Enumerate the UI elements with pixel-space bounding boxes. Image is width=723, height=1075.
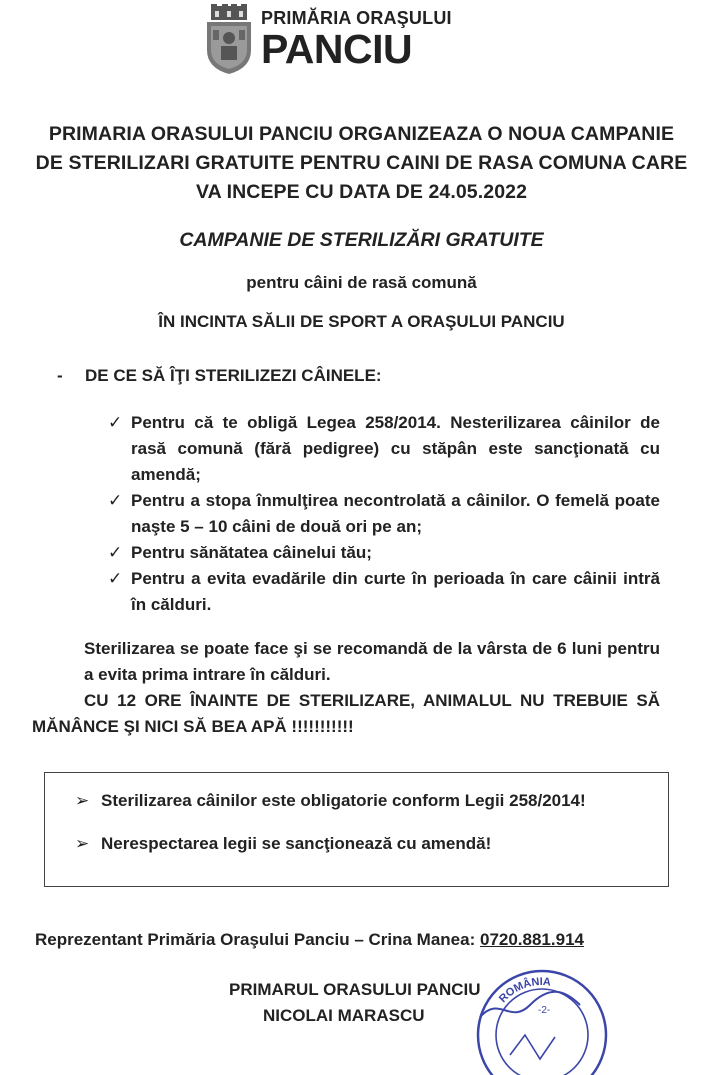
fasting-warning: CU 12 ORE ÎNAINTE DE STERILIZARE, ANIMALUL NU TREBUIE SĂ MĂNÂNCE ŞI NICI SĂ BEA APĂ !!!!!!!!!!! [32, 691, 660, 736]
phone-number: 0720.881.914 [479, 930, 584, 949]
reason-text: Pentru a evita evadările din curte în perioada în care câinii intră în călduri. [131, 569, 660, 614]
legal-notice-item [75, 791, 586, 811]
intro-line: PRIMARIA ORASULUI PANCIU ORGANIZEAZA O NOUA CAMPANIE [48, 123, 675, 145]
campaign-subtitle: pentru câini de rasă comună [246, 273, 477, 292]
legal-notice-text: Nerespectarea legii se sancţionează cu amendă! [101, 834, 492, 853]
representative-label: Reprezentant Primăria Oraşului Panciu – Crina Manea: [35, 930, 480, 949]
coat-of-arms-icon [203, 4, 255, 74]
checkmark-icon: ✓ [108, 413, 123, 432]
mayor-title: PRIMARUL ORASULUI PANCIU [229, 980, 481, 999]
list-item [108, 566, 660, 618]
intro-announcement [0, 120, 723, 207]
legal-notice-item [75, 834, 491, 854]
why-heading-text: DE CE SĂ ÎŢI STERILIZEZI CÂINELE: [85, 366, 382, 385]
stamp-text-mid: -2- [538, 1005, 551, 1016]
arrow-bullet-icon: ➢ [75, 791, 90, 810]
logo-title-main: PANCIU [261, 26, 413, 72]
arrow-bullet-icon: ➢ [75, 834, 90, 853]
representative-contact [35, 930, 584, 950]
checkmark-icon: ✓ [108, 543, 123, 562]
intro-line: DE STERILIZARI GRATUITE PENTRU CAINI DE RASA COMUNA CARE [35, 152, 688, 174]
reason-text: Pentru că te obligă Legea 258/2014. Nesterilizarea câinilor de rasă comună (fără pedigree) cu stăpân este sancţionată cu amendă; [131, 413, 660, 484]
intro-line: VA INCEPE CU DATA DE 24.05.2022 [195, 181, 528, 203]
list-item [108, 540, 660, 566]
legal-notice-text: Sterilizarea câinilor este obligatorie conform Legii 258/2014! [101, 791, 586, 810]
legal-notice-box [44, 772, 669, 887]
why-heading [57, 366, 382, 386]
list-item [108, 410, 660, 488]
mayor-name: NICOLAI MARASCU [263, 1006, 425, 1025]
list-item [108, 488, 660, 540]
checkmark-icon: ✓ [108, 491, 123, 510]
campaign-title: CAMPANIE DE STERILIZĂRI GRATUITE [179, 229, 544, 251]
checkmark-icon: ✓ [108, 569, 123, 588]
sterilization-info: Sterilizarea se poate face şi se recomandă de la vârsta de 6 luni pentru a evita prima intrare în călduri. [84, 639, 660, 684]
header-logo [203, 4, 453, 76]
campaign-location: ÎN INCINTA SĂLII DE SPORT A ORAŞULUI PANCIU [158, 312, 565, 331]
reason-text: Pentru a stopa înmulţirea necontrolată a câinilor. O femelă poate naşte 5 – 10 câini de două ori pe an; [131, 491, 660, 536]
dash-bullet: - [57, 366, 63, 385]
stamp-text-top: ROMÂNIA [496, 975, 552, 1006]
logo-title-top: PRIMĂRIA ORAŞULUI [261, 8, 452, 28]
svg-text:ROMÂNIA [497, 976, 552, 1005]
reasons-list [108, 410, 660, 618]
official-stamp [470, 955, 620, 1075]
reason-text: Pentru sănătatea câinelui tău; [131, 543, 372, 562]
